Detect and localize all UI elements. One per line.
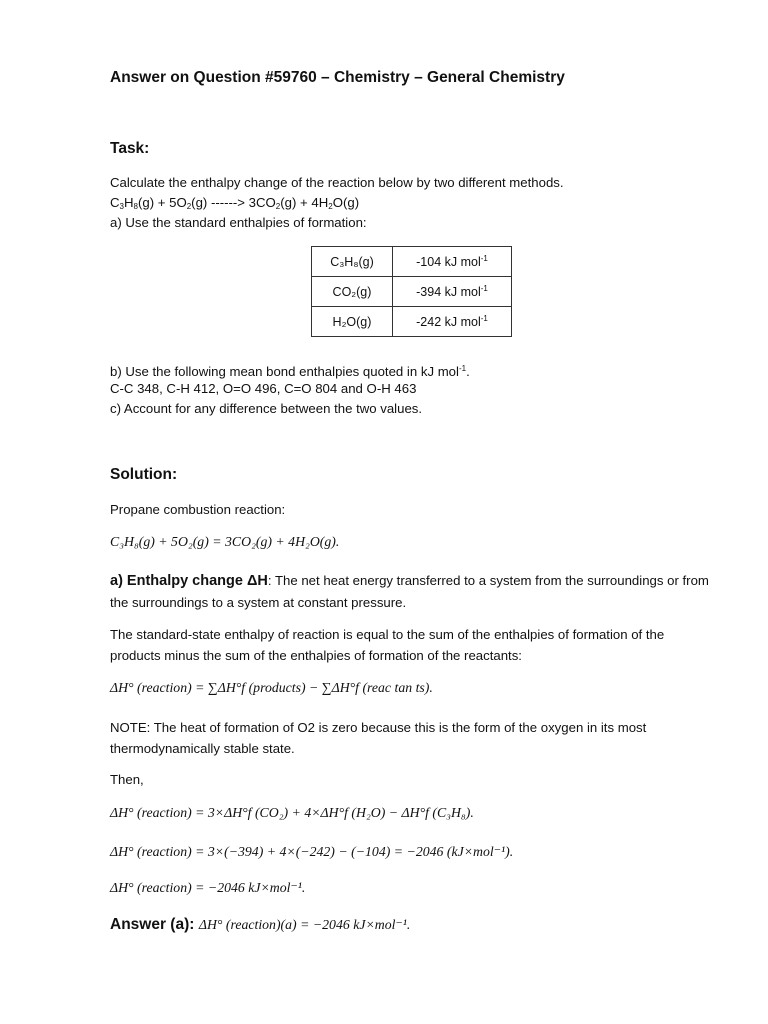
table-cell-value: -104 kJ mol$^{-1}$ bbox=[393, 247, 512, 277]
then-text: Then, bbox=[110, 772, 144, 787]
answer-label: Answer (a): bbox=[110, 916, 195, 933]
solution-intro: Propane combustion reaction: bbox=[110, 502, 286, 517]
standard-state-text: The standard-state enthalpy of reaction is equal to the sum of the enthalpies of formation of the products minus the sum of the enthalpies of formation of the reactants: bbox=[110, 627, 665, 663]
equation-3: ΔH° (reaction) = 3×(−394) + 4×(−242) − (−104) = −2046 (kJ×mol⁻¹). bbox=[110, 844, 514, 859]
equation-4: ΔH° (reaction) = −2046 kJ×mol⁻¹. bbox=[110, 880, 306, 895]
task-reaction: $C_3H_8(g) + 5O_2(g)$ ------> $3CO_2(g) + 4H_2O(g)$ bbox=[110, 195, 360, 211]
table-row bbox=[312, 277, 512, 307]
task-heading: Task: bbox=[110, 140, 150, 157]
page-title: Answer on Question #59760 – Chemistry – General Chemistry bbox=[110, 69, 565, 86]
equation-1: ΔH° (reaction) = ∑ΔH°f (products) − ∑ΔH°f (reac tan ts). bbox=[110, 680, 433, 695]
formation-table bbox=[311, 246, 512, 337]
enthalpy-definition: a) Enthalpy change ΔH: The net heat energy transferred to a system from the surroundings or from the surroundings to a system at constant pressure. bbox=[110, 573, 709, 610]
task-line-1: Calculate the enthalpy change of the reaction below by two different methods. bbox=[110, 175, 564, 190]
table-row bbox=[312, 307, 512, 337]
table-row bbox=[312, 247, 512, 277]
table-cell-compound: C₃H₈(g) bbox=[312, 247, 393, 277]
bond-enthalpies: C-C 348, C-H 412, O=O 496, C=O 804 and O-H 463 bbox=[110, 381, 417, 396]
task-b-line: b) Use the following mean bond enthalpies quoted in kJ mol$^{-1}$. bbox=[110, 364, 470, 379]
answer-equation: ΔH° (reaction)(a) = −2046 kJ×mol⁻¹. bbox=[198, 917, 411, 932]
task-c-line: c) Account for any difference between the two values. bbox=[110, 401, 423, 416]
equation-2: ΔH° (reaction) = 3×ΔH°f (CO₂) + 4×ΔH°f (H₂O) − ΔH°f (C₃H₈). bbox=[110, 805, 474, 820]
table-cell-value: -394 kJ mol$^{-1}$ bbox=[393, 277, 512, 307]
answer-a bbox=[110, 916, 410, 934]
solution-heading: Solution: bbox=[110, 466, 178, 483]
enthalpy-label: a) Enthalpy change ΔH bbox=[110, 573, 268, 589]
table-cell-value: -242 kJ mol$^{-1}$ bbox=[393, 307, 512, 337]
note-text: NOTE: The heat of formation of O2 is zero because this is the form of the oxygen in its most thermodynamically stable state. bbox=[110, 720, 647, 756]
task-a-line: a) Use the standard enthalpies of formation: bbox=[110, 215, 367, 230]
reaction-equation: C₃H₈(g) + 5O₂(g) = 3CO₂(g) + 4H₂O(g). bbox=[110, 534, 340, 549]
table-cell-compound: CO₂(g) bbox=[312, 277, 393, 307]
table-cell-compound: H₂O(g) bbox=[312, 307, 393, 337]
